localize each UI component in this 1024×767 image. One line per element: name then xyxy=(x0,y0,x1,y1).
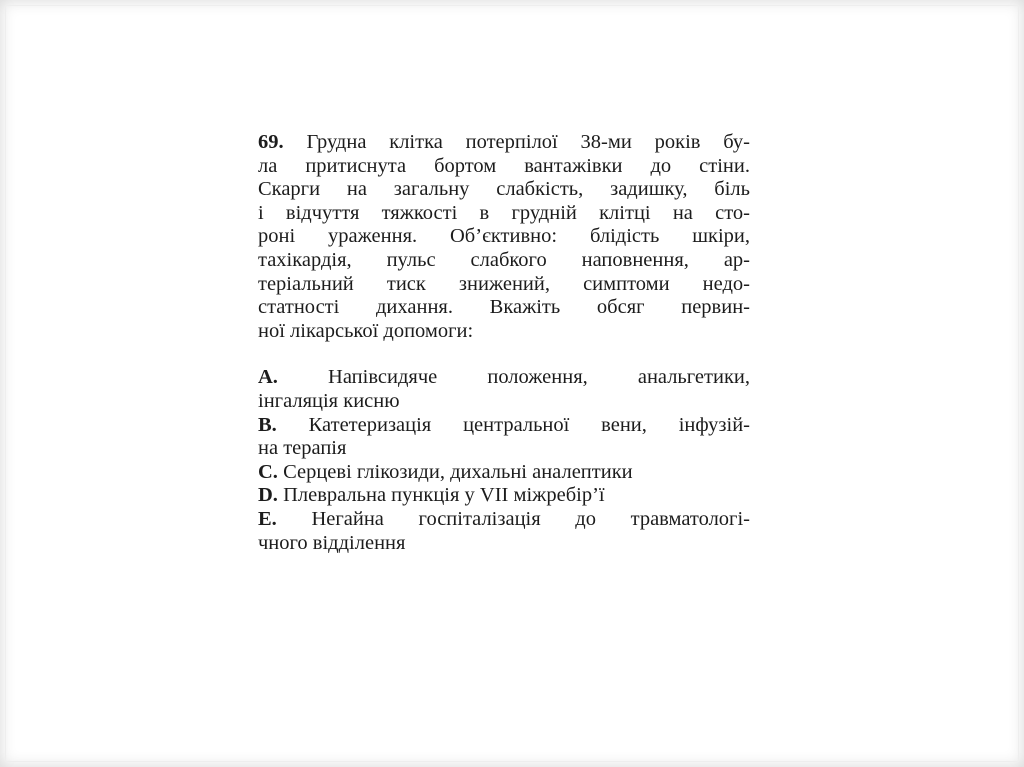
option-c-line-1: C. Серцеві глікозиди, дихальні аналептики xyxy=(258,460,633,483)
question-stem-line-5: роні ураження. Об’єктивно: блідість шкіри, xyxy=(258,225,750,248)
option-b-line-2: на терапія xyxy=(258,437,347,460)
option-a-line-1: A. Напівсидяче положення, анальгетики, xyxy=(258,366,750,389)
question-stem-line-6: тахікардія, пульс слабкого наповнення, ар- xyxy=(258,248,750,271)
question-number: 69. xyxy=(258,131,284,153)
question-stem-line-2: ла притиснута бортом вантажівки до стіни. xyxy=(258,154,750,177)
question-stem-line-1: 69. Грудна клітка потерпілої 38-ми років бу- xyxy=(258,131,750,153)
question-stem-line-3: Скарги на загальну слабкість, задишку, біль xyxy=(258,178,750,201)
option-e-line-2: чного відділення xyxy=(258,531,406,554)
option-e-letter: E. xyxy=(258,507,277,530)
question-block xyxy=(258,131,750,555)
option-b-line-1: B. Катетеризація центральної вени, інфузій- xyxy=(258,413,750,436)
question-stem-line-9: ної лікарської допомоги: xyxy=(258,319,474,342)
option-c-letter: C. xyxy=(258,460,278,483)
question-stem-line-8: статності дихання. Вкажіть обсяг первин- xyxy=(258,296,750,319)
option-d-letter: D. xyxy=(258,484,278,507)
option-e-line-1: E. Негайна госпіталізація до травматологі- xyxy=(258,507,750,530)
option-d-line-1: D. Плевральна пункція у VII міжребір’ї xyxy=(258,484,605,507)
option-b-letter: B. xyxy=(258,413,277,436)
question-stem-line-7: теріальний тиск знижений, симптоми недо- xyxy=(258,272,750,295)
stem-options-gap xyxy=(258,343,750,366)
option-a-line-2: інгаляція кисню xyxy=(258,389,400,412)
option-a-letter: A. xyxy=(258,366,278,389)
question-stem-line-4: і відчуття тяжкості в грудній клітці на сто- xyxy=(258,201,750,224)
